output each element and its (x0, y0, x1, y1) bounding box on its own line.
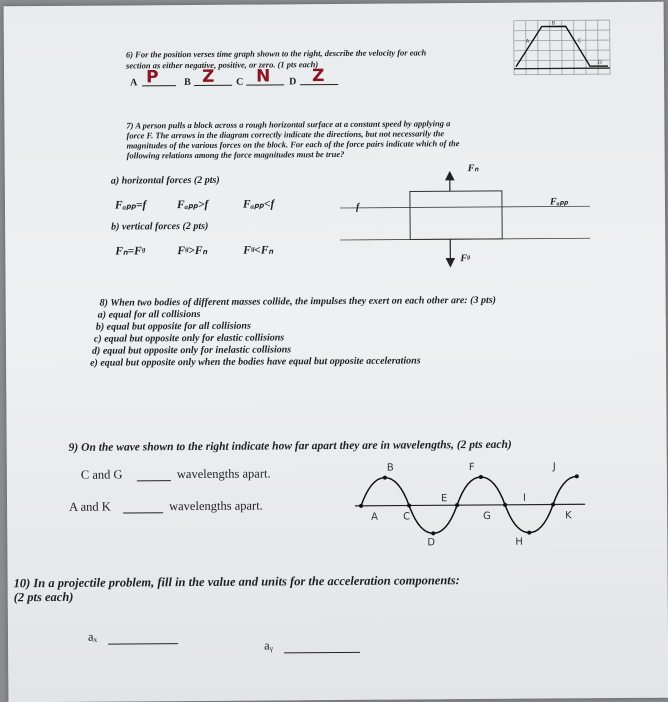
wave-label-g: G (483, 511, 491, 522)
q9-row1-suffix: wavelengths apart. (177, 466, 271, 482)
q6-answer-b: Z (202, 67, 214, 87)
graph-label-b: B (552, 20, 556, 26)
q7-line2: force F. The arrows in the diagram correctly indicate the directions, but not necessarily the (126, 128, 444, 140)
q7a-option-3[interactable]: Fₐₚₚ<f (243, 196, 274, 210)
graph-label-d: D (598, 60, 602, 66)
position-time-graph (504, 16, 614, 79)
wave-label-a: A (371, 512, 378, 523)
wave-label-i: I (523, 493, 526, 504)
q8-question: 8) When two bodies of different masses collide, the impulses they exert on each other are: (3 pts) (100, 295, 496, 309)
normal-force-label: Fₙ (467, 163, 480, 174)
q10-line2: (2 pts each) (14, 590, 74, 605)
q6-label-a: A (130, 77, 137, 88)
wave-label-c: C (403, 511, 410, 522)
q7a-option-1[interactable]: Fₐₚₚ=f (115, 197, 146, 211)
q6-line1: 6) For the position verses time graph shown to the right, describe the velocity for each (126, 47, 426, 59)
q6-blank-d[interactable] (300, 84, 338, 85)
q10-ax-label: aₓ (88, 630, 97, 645)
q7a-option-2[interactable]: Fₐₚₚ>f (177, 197, 208, 211)
q10-line1: 10) In a projectile problem, fill in the value and units for the acceleration components: (14, 573, 460, 591)
wave-label-j: J (552, 461, 556, 472)
q8-option-c[interactable]: c) equal but opposite only for elastic collisions (94, 332, 284, 344)
q9-row2-label: A and K (69, 500, 111, 515)
q7b-option-3[interactable]: Fᵍ<Fₙ (243, 242, 273, 256)
q8-option-b[interactable]: b) equal but opposite for all collisions (96, 321, 251, 333)
q7b-option-2[interactable]: Fᵍ>Fₙ (177, 243, 207, 257)
q8-option-e[interactable]: e) equal but opposite only when the bodies have equal but opposite accelerations (90, 355, 421, 368)
q9-row2-suffix: wavelengths apart. (169, 499, 263, 515)
graph-label-a: A (526, 39, 530, 45)
wave-label-h: H (515, 537, 523, 548)
wave-label-k: K (565, 510, 572, 521)
block (410, 191, 502, 240)
force-diagram (340, 160, 591, 280)
q8-option-a[interactable]: a) equal for all collisions (98, 309, 201, 321)
q6-blank-b[interactable] (194, 85, 232, 86)
q9-blank-a-k[interactable] (123, 512, 163, 513)
q6-answer-c: N (256, 66, 270, 86)
q6-label-b: B (184, 77, 191, 88)
graph-label-c: C (578, 38, 582, 44)
friction-label: f (356, 202, 361, 213)
q7b-option-1[interactable]: Fₙ=Fᵍ (115, 243, 145, 257)
q10-ax-blank[interactable] (108, 643, 178, 644)
q7a-label: a) horizontal forces (2 pts) (111, 175, 220, 187)
gravity-force-label: Fᵍ (459, 253, 471, 264)
q9-question: 9) On the wave shown to the right indicate how far apart they are in wavelengths, (2 pts each) (69, 439, 512, 454)
q9-row1-label: C and G (81, 467, 123, 482)
q6-answer-a: P (146, 67, 159, 87)
wave-diagram (349, 456, 590, 548)
q6-blank-c[interactable] (246, 84, 284, 85)
q7-line1: 7) A person pulls a block across a rough horizontal surface at a constant speed by applying a (126, 118, 450, 130)
wave-label-d: D (427, 537, 435, 548)
q6-label-d: D (289, 76, 296, 87)
q7-line4: following relations among the force magnitudes must be true? (127, 149, 345, 161)
q6-line2: section as either negative, positive, or zero. (1 pts each) (126, 59, 318, 70)
q6-blank-a[interactable] (142, 85, 176, 86)
wave-label-b: B (387, 463, 394, 474)
q10-ay-label: aᵧ (264, 638, 273, 653)
q9-blank-c-g[interactable] (137, 480, 171, 481)
wave-axis (355, 504, 585, 506)
applied-force-label: Fₐₚₚ (549, 196, 569, 207)
wave-label-f: F (469, 462, 475, 473)
q7b-label: b) vertical forces (2 pts) (111, 221, 208, 233)
q7-line3: magnitudes of the various forces on the block. For each of the force pairs indicate which of the (127, 138, 460, 150)
q10-ay-blank[interactable] (284, 652, 360, 654)
q8-option-d[interactable]: d) equal but opposite only for inelastic collisions (92, 344, 291, 356)
q6-label-c: C (236, 77, 243, 88)
q6-answer-d: Z (312, 66, 324, 86)
graph-time-axis (514, 68, 610, 69)
worksheet-page (4, 2, 668, 702)
wave-label-e: E (441, 493, 447, 504)
